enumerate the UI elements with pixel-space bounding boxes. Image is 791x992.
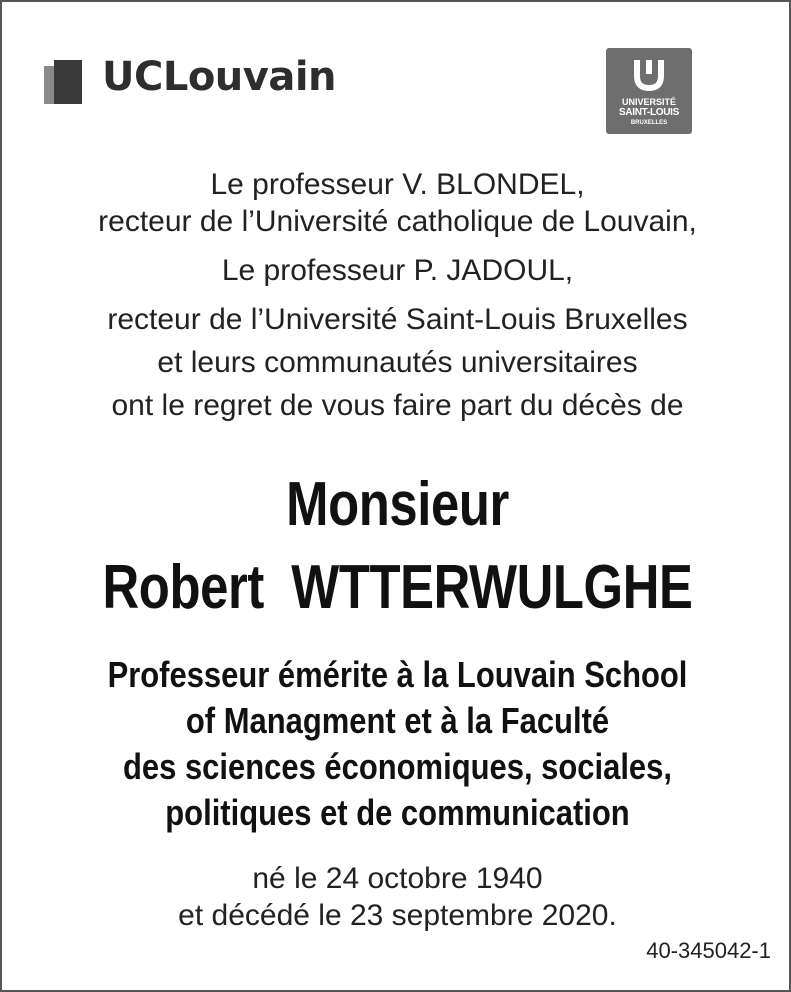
saint-louis-logo-line2: SAINT-LOUIS: [618, 107, 680, 118]
deceased-title: [2, 652, 791, 836]
intro-line: et leurs communautés universitaires: [157, 346, 638, 379]
intro-line: Le professeur V. BLONDEL,: [210, 168, 585, 201]
uclouvain-wordmark: UCLouvain: [102, 54, 337, 100]
intro-line: recteur de l’Université Saint-Louis Bruxelles: [107, 303, 688, 336]
saint-louis-u-icon: [629, 56, 669, 96]
birth-date: né le 24 octobre 1940: [252, 862, 543, 895]
deceased-name: Robert WTTERWULGHE: [102, 553, 693, 622]
title-line: Professeur émérite à la Louvain School: [107, 654, 688, 695]
title-line: des sciences économiques, sociales,: [123, 746, 672, 787]
uclouvain-mark-icon: [44, 60, 92, 108]
intro-text: [2, 166, 791, 424]
intro-line: recteur de l’Université catholique de Louvain,: [98, 205, 697, 238]
saint-louis-logo: [606, 48, 692, 134]
intro-line: ont le regret de vous faire part du décès de: [111, 389, 684, 422]
dates-block: [2, 860, 791, 934]
reference-number: 40-345042-1: [646, 938, 771, 963]
title-line: politiques et de communication: [165, 792, 630, 833]
intro-line: Le professeur P. JADOUL,: [221, 254, 574, 287]
death-date: et décédé le 23 septembre 2020.: [178, 899, 617, 932]
saint-louis-logo-line1: UNIVERSITÉ: [621, 97, 676, 107]
deceased-honorific: Monsieur: [286, 470, 509, 539]
title-line: of Managment et à la Faculté: [185, 700, 610, 741]
saint-louis-logo-line3: BRUXELLES: [630, 120, 668, 126]
